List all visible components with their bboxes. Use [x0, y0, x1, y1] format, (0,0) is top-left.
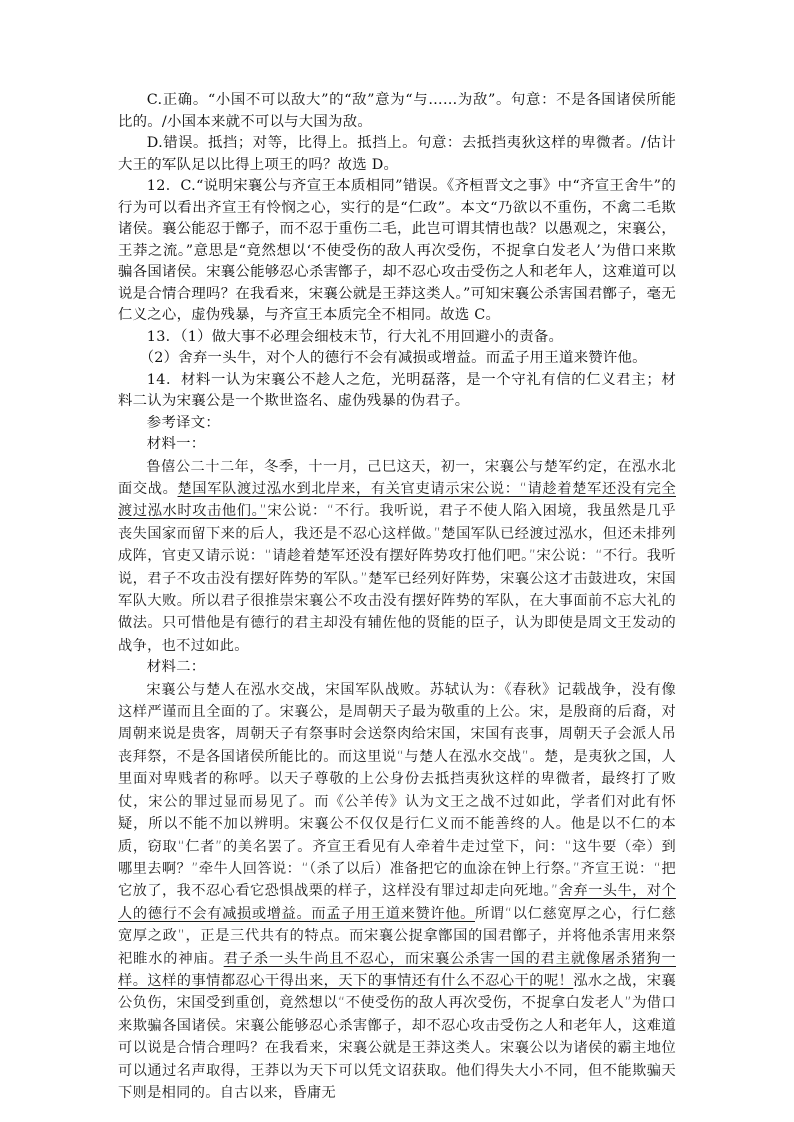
material-2-translation [118, 679, 676, 1105]
document-content [118, 90, 676, 1104]
material-1-translation [118, 456, 676, 658]
material-2-text-b: 所谓“以仁慈宽厚之心，行仁慈宽厚之政”，正是三代共有的特点。而宋襄公捉拿鄫国的国君鄫子，并将他杀害用来祭祀睢水的神庙。 [118, 905, 676, 967]
material-2-label: 材料二： [146, 659, 206, 676]
answer-13-1: 13．（1）做大事不必理会细枝末节，行大礼不用回避小的责备。 [146, 328, 564, 345]
material-1-text-a: 鲁僖公二十二年，冬季，十一月，己巳这天，初一，宋襄公与楚军约定，在泓水北面交战。 [118, 458, 676, 497]
material-2-paragraph [118, 679, 676, 1105]
answer-d: D.错误。抵挡；对等，比得上。抵挡上。句意：去抵挡夷狄这样的卑微者。/估计大王的军队足以比得上项王的吗？故选 D。 [118, 135, 676, 173]
answer-14: 14．材料一认为宋襄公不趁人之危，光明磊落，是一个守礼有信的仁义君主；材料二认为宋襄公是一个欺世盗名、虚伪残暴的伪君子。 [118, 371, 676, 409]
material-1-paragraph [118, 456, 676, 658]
material-2-underlined-b: 君子杀一头牛尚且不忍心，而宋襄公杀害一国的君主就像屠杀猪狗一样。这样的事情都忍心干得出来，天下的事情还有什么不忍心干的呢！ [118, 950, 676, 989]
material-2-text-c: 泓水之战，宋襄公负伤，宋国受到重创，竟然想以“不使受伤的敌人再次受伤，不捉拿白发老人”为借口来欺骗各国诸侯。宋襄公能够忍心杀害鄫子，却不忍心攻击受伤之人和老年人，这难道可以说是合情合理吗？在我看来，宋襄公就是王莽这类人。宋襄公以为诸侯的霸主地位可以通过名声取得，王莽以为天下可以凭文诏获取。他们得失大小不同，但不能欺骗天下则是相同的。自古以来，昏庸无 [118, 972, 676, 1101]
material-1-text-b: 宋公说：“不行。我听说，君子不使人陷入困境，我虽然是几乎丧失国家而留下来的后人，我还是不忍心这样做。”楚国军队已经渡过泓水，但还未排列成阵，官吏又请示说：“请趁着楚军还没有摆好阵势攻打他们吧。”宋公说：“不行。我听说，君子不攻击没有摆好阵势的军队。”楚军已经列好阵势，宋襄公这才击鼓进攻，宋国军队大败。所以君子很推崇宋襄公不攻击没有摆好阵势的军队，在大事面前不忘大礼的做法。只可惜他是有德行的君主却没有辅佐他的贤能的臣子，认为即使是周文王发动的战争，也不过如此。 [118, 503, 677, 654]
material-1-label: 材料一： [146, 436, 206, 452]
material-2-text-a: 宋襄公与楚人在泓水交战，宋国军队战败。苏轼认为：《春秋》记载战争，没有像这样严谨而且全面的了。宋襄公，是周朝天子最为敬重的上公。宋，是殷商的后裔，对周朝来说是贵客，周朝天子有祭事时会送祭肉给宋国，宋国有丧事，周朝天子会派人吊丧拜祭，不是各国诸侯所能比的。而这里说“与楚人在泓水交战”。楚，是夷狄之国，人里面对卑贱者的称呼。以天子尊敬的上公身份去抵挡夷狄这样的卑微者，最终打了败仗，宋公的罪过显而易见了。而《公羊传》认为文王之战不过如此，学者们对此有怀疑，所以不能不加以辨明。宋襄公不仅仅是行仁义而不能善终的人。他是以不仁的本质，窃取“仁者”的美名罢了。齐宣王看见有人牵着牛走过堂下，问：“这牛要（牵）到哪里去啊？”牵牛人回答说：“（杀了以后）准备把它的血涂在钟上行祭。”齐宣王说：“把它放了，我不忍心看它恐惧战栗的样子，这样没有罪过却走向死地。” [118, 681, 676, 900]
answer-c: C.正确。“小国不可以敌大”的“敌”意为“与……为敌”。句意：不是各国诸侯所能比的。/小国本来就不可以与大国为敌。 [118, 92, 676, 130]
answer-12: 12．C.“说明宋襄公与齐宣王本质相同”错误。《齐桓晋文之事》中“齐宣王舍牛”的行为可以看出齐宣王有怜悯之心，实行的是“仁政”。本文“乃欲以不重伤，不禽二毛欺诸侯。襄公能忍于鄫子，而不忍于重伤二毛，此岂可谓其情也哉？以愚观之，宋襄公，王莽之流。”意思是“竟然想以‘不使受伤的敌人再次受伤，不捉拿白发老人’为借口来欺骗各国诸侯。宋襄公能够忍心杀害鄫子，却不忍心攻击受伤之人和老年人，这难道可以说是合情合理吗？在我看来，宋襄公就是王莽这类人。”可知宋襄公杀害国君鄫子，毫无仁义之心，虚伪残暴，与齐宣王本质完全不相同。故选 C。 [118, 178, 676, 323]
material-2-heading [118, 657, 676, 679]
reference-translation-label: 参考译文： [146, 414, 221, 431]
material-1-underlined-a: 楚国军队渡过泓水到北岸来，有关官吏请示宋公说：“请趁着楚军还没有完全渡过泓水时攻击他们。” [118, 480, 676, 520]
answer-section [118, 90, 676, 456]
answer-13-2: （2）舍弃一头牛，对个人的德行不会有减损或增益。而孟子用王道来赞许他。 [139, 350, 647, 366]
material-2-underlined-a: 舍弃一头牛，对个人的德行不会有减损或增益。而孟子用王道来赞许他。 [118, 883, 676, 922]
